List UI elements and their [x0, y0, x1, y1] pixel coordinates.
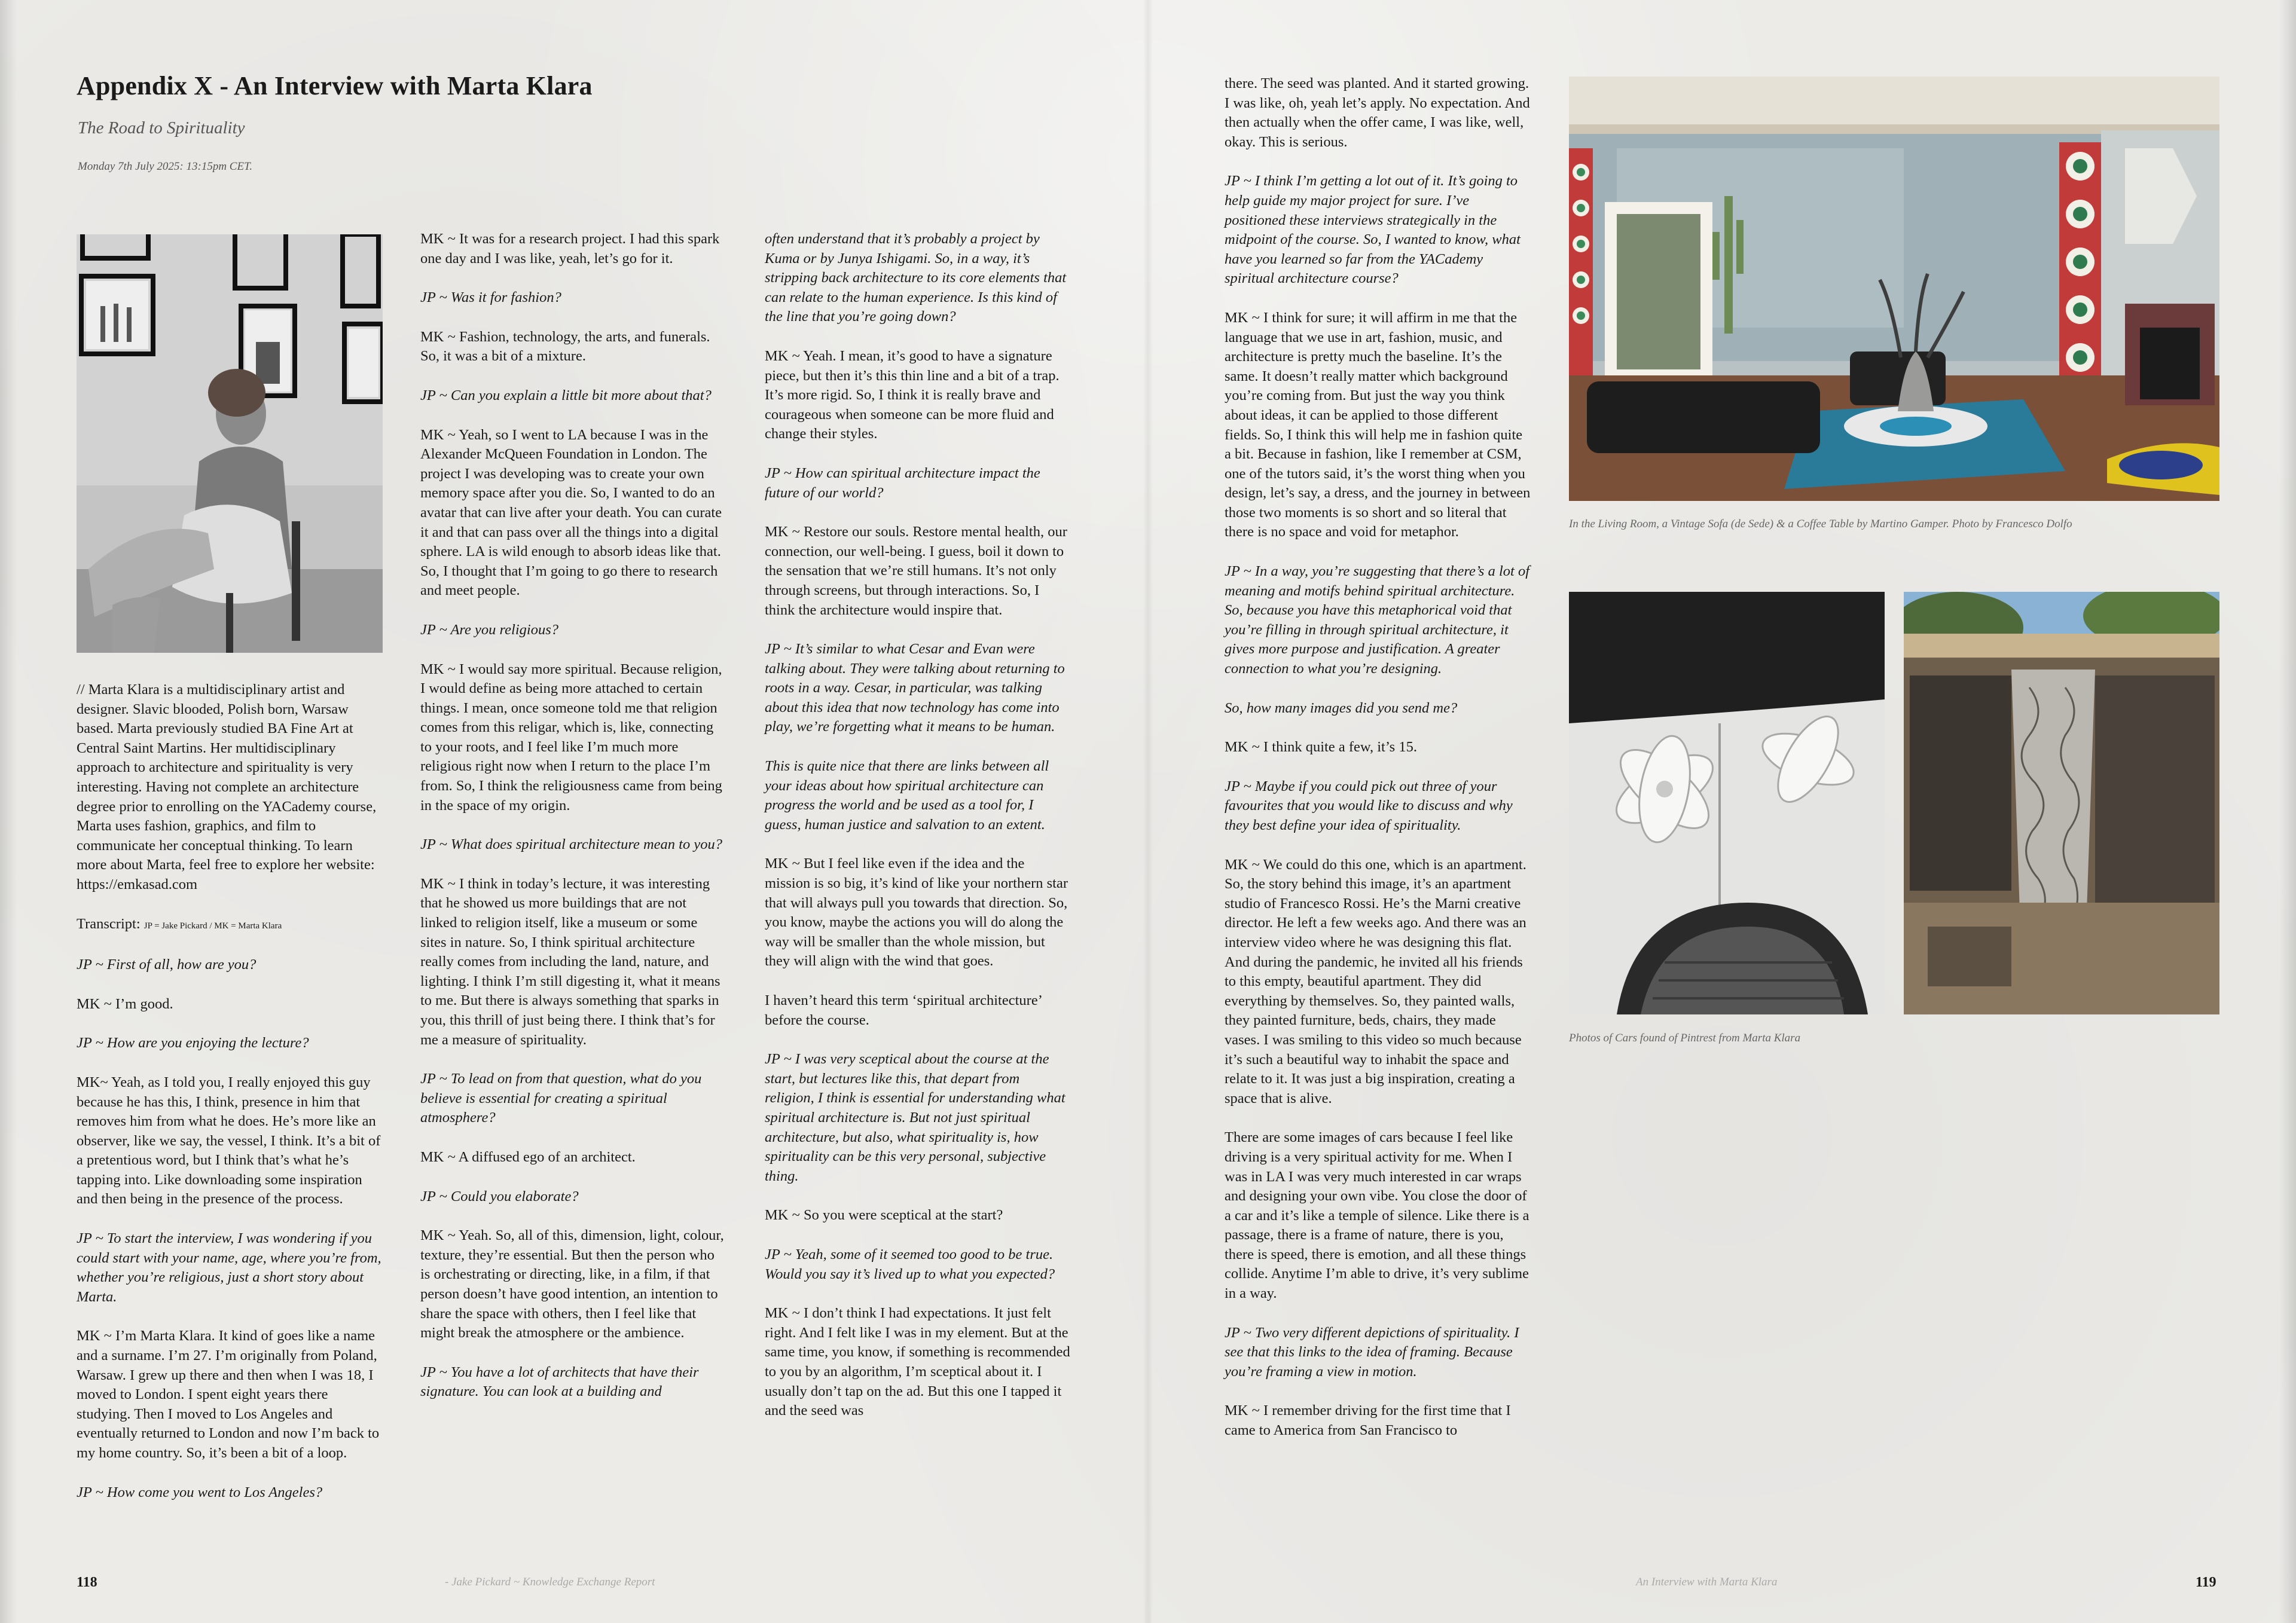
cars-caption: Photos of Cars found of Pintrest from Marta Klara	[1569, 1032, 1801, 1044]
text-column-2	[420, 230, 726, 1402]
portrait-photo-marta-klara	[77, 234, 383, 653]
text-column-1	[77, 680, 383, 1502]
interview-question: JP ~ Could you elaborate?	[420, 1188, 579, 1205]
interview-answer: MK ~ Fashion, technology, the arts, and funerals. So, it was a bit of a mixture.	[420, 328, 710, 365]
interview-answer: MK~ Yeah, as I told you, I really enjoyed this guy because he has this, I think, presence in him that removes him from what he does. He’s more like an observer, like we say, the vessel, I think. It’s a bit of a pretentious word, but I think that’s what he’s tapping into. Like downloading some inspiration and then being in the presence of the process.	[77, 1074, 381, 1208]
spread-gutter	[1143, 0, 1153, 1623]
interview-answer: I haven’t heard this term ‘spiritual architecture’ before the course.	[765, 992, 1042, 1028]
column-paragraphs	[765, 230, 1071, 1421]
interview-answer: MK ~ Yeah. So, all of this, dimension, light, colour, texture, they’re essential. But then the person who is orchestrating or directing, like, in a film, if that person doesn’t have good intention, an intention to share the space with others, then I feel like that might break the atmosphere or the ambience.	[420, 1227, 724, 1341]
interview-answer: there. The seed was planted. And it started growing. I was like, oh, yeah let’s apply. No expectation. And then actually when the offer came, I was like, well, okay. This is serious.	[1225, 75, 1530, 150]
transcript-label: Transcript:	[77, 915, 141, 932]
transcript-legend	[77, 915, 383, 936]
interview-answer: MK ~ Yeah. I mean, it’s good to have a signature piece, but then it’s this thin line and a bit of a trap. It’s more rigid. So, I think it is really brave and courageous when someone can be more fluid and change their styles.	[765, 347, 1060, 442]
interview-question: So, how many images did you send me?	[1225, 699, 1458, 716]
interview-question: JP ~ Maybe if you could pick out three of your favourites that you would like to discuss and why they best define your idea of spirituality.	[1225, 778, 1513, 833]
interview-question: JP ~ In a way, you’re suggesting that there’s a lot of meaning and motifs behind spiritual architecture. So, because you have this metaphorical void that you’re filling in through spiritual architecture, it gives more purpose and justification. A greater connection to what you’re designing.	[1225, 563, 1530, 677]
interview-question: JP ~ How can spiritual architecture impact the future of our world?	[765, 464, 1040, 501]
interview-question: JP ~ Two very different depictions of spirituality. I see that this links to the idea of framing. Because you’re framing a view in motion.	[1225, 1324, 1519, 1380]
interview-answer: MK ~ I don’t think I had expectations. It just felt right. And I felt like I was in my element. But at the same time, you know, if something is recommended to you by an algorithm, I’m sceptical about it. I usually don’t tap on the ad. But this one I tapped it and the seed was	[765, 1305, 1070, 1419]
column-paragraphs	[1225, 74, 1531, 1441]
text-column-4	[1225, 74, 1531, 1441]
interview-answer: MK ~ I’m Marta Klara. It kind of goes like a name and a surname. I’m 27. I’m originally from Poland, Warsaw. I grew up there and then when I was 18, I moved to London. I spent eight years there studying. Then I moved to Los Angeles and eventually returned to London and now I’m back to my home country. So, it’s been a bit of a loop.	[77, 1328, 380, 1461]
running-footer-left: - Jake Pickard ~ Knowledge Exchange Report	[445, 1576, 655, 1588]
interview-answer: MK ~ A diffused ego of an architect.	[420, 1148, 636, 1165]
column-paragraphs	[77, 955, 383, 1502]
interview-answer: MK ~ I’m good.	[77, 995, 173, 1012]
interview-answer: MK ~ So you were sceptical at the start?	[765, 1207, 1003, 1224]
column-paragraphs	[420, 230, 726, 1402]
interview-question: JP ~ How come you went to Los Angeles?	[77, 1484, 323, 1500]
page-edge-left	[0, 0, 17, 1623]
interview-question: JP ~ I was very sceptical about the course at the start, but lectures like this, that depart from religion, I think is essential for understanding what spiritual architecture is. But not just spiritual architecture, but also, what spirituality is, how spirituality can be this very personal, subjective thing.	[765, 1051, 1065, 1184]
interview-answer: MK ~ Yeah, so I went to LA because I was in the Alexander McQueen Foundation in London. The project I was developing was to create your own memory space after you die. So, I wanted to do an avatar that can live after your death. You can curate it and that can pass over all the things into a digital sphere. LA is wild enough to absorb ideas like that. So, I thought that I’m going to go there to research and meet people.	[420, 426, 722, 599]
living-room-caption: In the Living Room, a Vintage Sofa (de Sede) & a Coffee Table by Martino Gamper. Photo by Francesco Dolfo	[1569, 518, 2072, 530]
living-room-photo	[1569, 77, 2219, 501]
interview-answer: MK ~ I think in today’s lecture, it was interesting that he showed us more buildings that are not linked to religion itself, like a museum or some sites in nature. So, I think spiritual architecture really comes from including the land, nature, and lighting. I think I’m still digesting it, what it means to me. But there is always something that sparks in you, this thrill of just being there. I think that’s for me a measure of spirituality.	[420, 875, 720, 1048]
page-number-left: 118	[77, 1575, 97, 1590]
interview-question: JP ~ You have a lot of architects that have their signature. You can look at a building and	[420, 1364, 699, 1400]
interview-dateline: Monday 7th July 2025: 13:15pm CET.	[78, 160, 252, 173]
interview-question: JP ~ Was it for fashion?	[420, 289, 561, 306]
interview-question: JP ~ What does spiritual architecture mean to you?	[420, 836, 722, 853]
transcript-key: JP = Jake Pickard / MK = Marta Klara	[144, 921, 282, 931]
page-number-right: 119	[2196, 1575, 2216, 1590]
interview-question: JP ~ Yeah, some of it seemed too good to be true. Would you say it’s lived up to what you expected?	[765, 1246, 1055, 1282]
interview-question: This is quite nice that there are links between all your ideas about how spiritual architecture can progress the world and be used as a tool for, I guess, human justice and salvation to an extent.	[765, 758, 1049, 833]
interview-question: JP ~ I think I’m getting a lot out of it. It’s going to help guide my major project for sure. I’ve positioned these interviews strategically in the midpoint of the course. So, I wanted to know, what have you learned so far from the YACademy spiritual architecture course?	[1225, 173, 1521, 287]
interview-answer: MK ~ I think for sure; it will affirm in me that the language that we use in art, fashion, music, and architecture is pretty much the baseline. It’s the same. It doesn’t really matter which background you’re coming from. But just the way you think about ideas, it can be applied to those different fields. So, I think this will help me in fashion quite a bit. Because in fashion, like I remember at CSM, one of the tutors said, it’s the worst thing when you design, let’s say, a dress, and the journey in between those two moments is so short and so literal that there is no space and void for metaphor.	[1225, 309, 1531, 540]
page-subtitle: The Road to Spirituality	[78, 118, 245, 137]
text-column-3	[765, 230, 1071, 1421]
interview-answer: MK ~ I think quite a few, it’s 15.	[1225, 739, 1417, 756]
interview-answer: MK ~ We could do this one, which is an apartment. So, the story behind this image, it’s an apartment studio of Francesco Rossi. He’s the Marni creative director. He left a few weeks ago. And there was an interview video where he was designing this flat. And during the pandemic, he invited all his friends to this empty, beautiful apartment. They did everything by themselves. So, they painted walls, they painted furniture, beds, chairs, they made vases. I was smiling to this video so much because it’s such a beautiful way to inhabit the space and relate to it. It was just a big inspiration, creating a space that is alive.	[1225, 856, 1526, 1107]
page-edge-right	[2279, 0, 2296, 1623]
car-photo-engraved-pillar	[1904, 592, 2219, 1014]
running-footer-right: An Interview with Marta Klara	[1636, 1576, 1778, 1588]
car-photo-floral-wrap	[1569, 592, 1885, 1014]
interview-question: JP ~ To lead on from that question, what do you believe is essential for creating a spiritual atmosphere?	[420, 1071, 702, 1126]
interview-answer: MK ~ I would say more spiritual. Because religion, I would define as being more attached to certain things. I mean, once someone told me that religion comes from this religar, which is, like, connecting to your roots, and I feel like I’m much more religious right now when I return to the place I’m from. So, I think the religiousness came from being in the space of my origin.	[420, 661, 722, 814]
interview-question: JP ~ Are you religious?	[420, 621, 559, 638]
interview-question: JP ~ Can you explain a little bit more about that?	[420, 387, 712, 404]
interview-answer: There are some images of cars because I feel like driving is a very spiritual activity for me. When I was in LA I was very much interested in car wraps and designing your own vibe. You close the door of a car and it’s like a temple of silence. Like there is a passage, there is a frame of nature, there is you, there is speed, there is emotion, and all these things collide. Anytime I’m able to drive, it’s very sublime in a way.	[1225, 1129, 1529, 1302]
interview-question: often understand that it’s probably a project by Kuma or by Junya Ishigami. So, in a way, it’s stripping back architecture to its core elements that can relate to the human experience. Is this kind of the line that you’re going down?	[765, 231, 1067, 325]
interview-question: JP ~ How are you enjoying the lecture?	[77, 1035, 309, 1052]
interview-question: JP ~ To start the interview, I was wondering if you could start with your name, age, where you’re from, whether you’re religious, just a short story about Marta.	[77, 1230, 381, 1305]
interview-answer: MK ~ It was for a research project. I had this spark one day and I was like, yeah, let’s go for it.	[420, 231, 720, 267]
interview-answer: MK ~ I remember driving for the first time that I came to America from San Francisco to	[1225, 1402, 1511, 1439]
interview-answer: MK ~ But I feel like even if the idea and the mission is so big, it’s kind of like your northern star that will always pull you towards that direction. So, you know, maybe the actions you will do along the way will be smaller than the whole mission, but they will align with the wind that goes.	[765, 855, 1068, 970]
interview-question: JP ~ First of all, how are you?	[77, 956, 257, 973]
artist-bio: // Marta Klara is a multidisciplinary artist and designer. Slavic blooded, Polish born, Warsaw based. Marta previously studied BA Fine Art at Central Saint Martins. Her multidisciplinary approach to architecture and spirituality is very interesting. Having not complete an architecture degree prior to enrolling on the YACademy course, Marta uses fashion, graphics, and film to communicate her conceptual thinking. To learn more about Marta, feel free to explore her website: https://emkasad.com	[77, 681, 377, 893]
page-title: Appendix X - An Interview with Marta Klara	[77, 71, 593, 100]
interview-answer: MK ~ Restore our souls. Restore mental health, our connection, our well-being. I guess, boil it down to the sensation that we’re still humans. It’s not only through screens, but through interactions. So, I think the architecture would inspire that.	[765, 524, 1067, 618]
interview-question: JP ~ It’s similar to what Cesar and Evan were talking about. They were talking about returning to roots in a way. Cesar, in particular, was talking about this idea that now technology has come into play, we’re forgetting what it means to be human.	[765, 641, 1065, 735]
